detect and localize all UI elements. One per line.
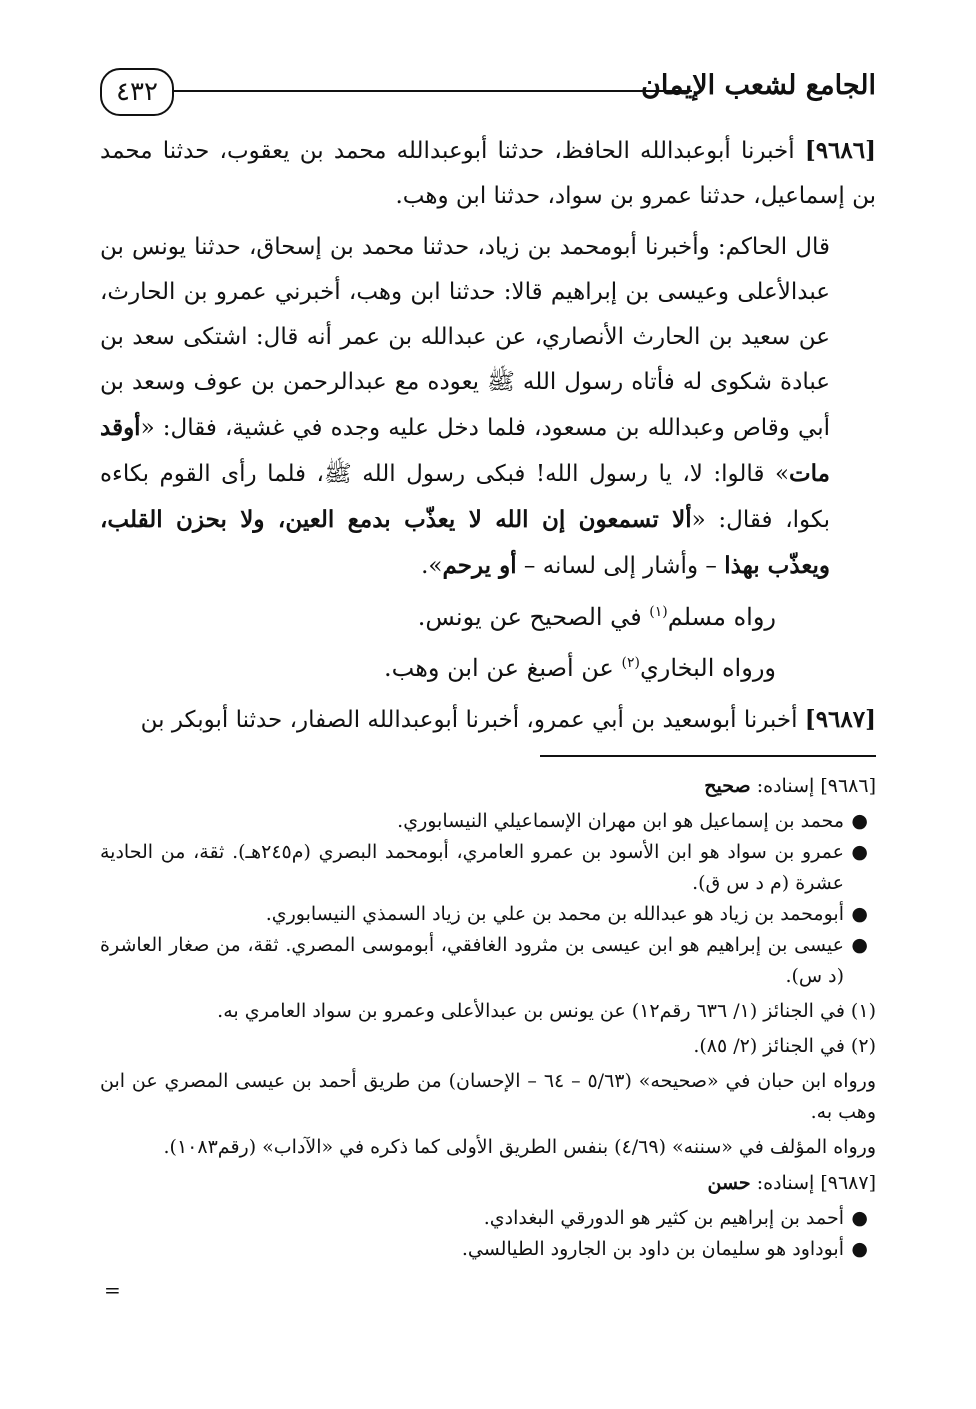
narrator-note: عيسى بن إبراهيم هو ابن عيسى بن مثرود الغافقي، أبوموسى المصري. ثقة، من صغار العاشرة (د س). (100, 934, 844, 987)
text-segment: ». (421, 553, 443, 579)
bold-quote: أو يرحم (442, 552, 517, 579)
text-segment: في الصحيح عن يونس. (417, 603, 650, 631)
isnad-grade: حسن (707, 1172, 751, 1194)
hadith-number: [٩٦٨٧] (804, 706, 876, 733)
text-segment: رواه مسلم (667, 603, 776, 631)
book-title: الجامع لشعب الإيمان (641, 70, 876, 101)
main-text (100, 128, 876, 749)
isnad-label: إسناده: (756, 775, 815, 797)
bukhari-reference (100, 646, 876, 691)
hadith-9687 (100, 697, 876, 743)
footnote-2: (٢) في الجنائز (٢/ ٨٥). (693, 1035, 876, 1057)
bullet-icon: ● (851, 810, 868, 832)
footnote-marker-2: (٢) (621, 655, 640, 671)
hadith-number: [٩٦٨٦] (804, 137, 877, 164)
text-segment: قال الحاكم: وأخبرنا أبومحمد بن زياد، حدثنا محمد بن إسحاق، حدثنا يونس بن عبدالأعلى وعيسى بن إبراهيم قالا: حدثنا ابن وهب، أخبرني عمرو بن الحارث، عن سعيد بن الحارث الأنصاري، عن عبدالله بن عمر أنه قال: اشتكى سعد بن عبادة شكوى له فأتاه رسول الله ﷺ يعوده مع عبدالرحمن بن عوف وسعد بن أبي وقاص وعبدالله بن مسعود، فلما دخل عليه وجده في غشية، فقال: « (100, 234, 830, 441)
list-item (100, 837, 876, 899)
isnad-heading-9686 (100, 770, 876, 802)
bullet-icon: ● (851, 841, 868, 863)
hadith-text: أخبرنا أبوعبدالله الحافظ، حدثنا أبوعبدالله محمد بن يعقوب، حدثنا محمد بن إسماعيل، حدثنا عمرو بن سواد، حدثنا ابن وهب. (100, 138, 876, 209)
list-item (100, 1203, 876, 1234)
list-item (100, 1234, 876, 1265)
narrator-note: أبوداود هو سليمان بن داود بن الجارود الطيالسي. (461, 1238, 844, 1260)
isnad-grade: صحيح (704, 775, 751, 797)
hadith-9686 (100, 128, 876, 219)
bold-quote: أوقد مات (100, 414, 830, 487)
bullet-icon: ● (851, 1238, 868, 1260)
hadith-number: [٩٦٨٦] (820, 775, 876, 797)
bullet-icon: ● (851, 903, 868, 925)
narrator-note: أبومحمد بن زياد هو عبدالله بن محمد بن علي بن زياد السمذي النيسابوري. (265, 903, 844, 925)
list-item (100, 806, 876, 837)
author-note: ورواه المؤلف في «سننه» (٤/٦٩) بنفس الطريق الأولى كما ذكره في «الآداب» (رقم١٠٨٣). (163, 1136, 876, 1158)
footnote-marker-1: (١) (649, 604, 668, 620)
text-segment: – وأشار إلى لسانه – (516, 553, 725, 579)
text-segment: » قالوا: لا، يا رسول الله! فبكى رسول الله ﷺ، فلما رأى القوم بكاءه بكوا، فقال: « (100, 461, 830, 533)
text-segment: عن أصبغ عن ابن وهب. (384, 654, 622, 682)
bullet-icon: ● (851, 934, 868, 956)
narrator-note: عمرو بن سواد هو ابن الأسود بن عمرو العامري، أبومحمد البصري (م٢٤٥هـ). ثقة، من الحادية عشرة (م د س ق). (100, 841, 845, 894)
narrator-list-9687 (100, 1203, 876, 1265)
narrator-list-9686 (100, 806, 876, 992)
page-header (100, 68, 876, 120)
footnote-rule (540, 755, 876, 757)
narrator-note: محمد بن إسماعيل هو ابن مهران الإسماعيلي النيسابوري. (397, 810, 844, 832)
isnad-label: إسناده: (756, 1172, 815, 1194)
isnad-heading-9687 (100, 1167, 876, 1199)
hadith-text: أخبرنا أبوسعيد بن أبي عمرو، أخبرنا أبوعبدالله الصفار، حدثنا أبوبكر بن (140, 707, 798, 733)
bold-quote: ألا تسمعون إن الله لا يعذّب بدمع العين، ولا بحزن القلب، ويعذّب بهذا (100, 506, 830, 579)
bullet-icon: ● (851, 1207, 868, 1229)
muslim-reference (100, 595, 876, 640)
continuation-mark: = (104, 1278, 121, 1302)
footnotes (100, 770, 876, 1269)
page-number: ٤٣٢ (100, 68, 174, 116)
list-item (100, 930, 876, 992)
header-rule (172, 90, 692, 92)
narrator-note: أحمد بن إبراهيم بن كثير هو الدورقي البغدادي. (483, 1207, 844, 1229)
hadith-number: [٩٦٨٧] (820, 1172, 876, 1194)
list-item (100, 899, 876, 930)
footnote-1: (١) في الجنائز (١/ ٦٣٦ رقم١٢) عن يونس بن عبدالأعلى وعمرو بن سواد العامري به. (217, 1000, 876, 1022)
hadith-9686-second-chain (100, 225, 876, 589)
text-segment: ورواه البخاري (639, 654, 776, 682)
ibn-hibban-note: ورواه ابن حبان في «صحيحه» (٥/٦٣ – ٦٤ – الإحسان) من طريق أحمد بن عيسى المصري عن ابن وهب به. (100, 1070, 876, 1123)
